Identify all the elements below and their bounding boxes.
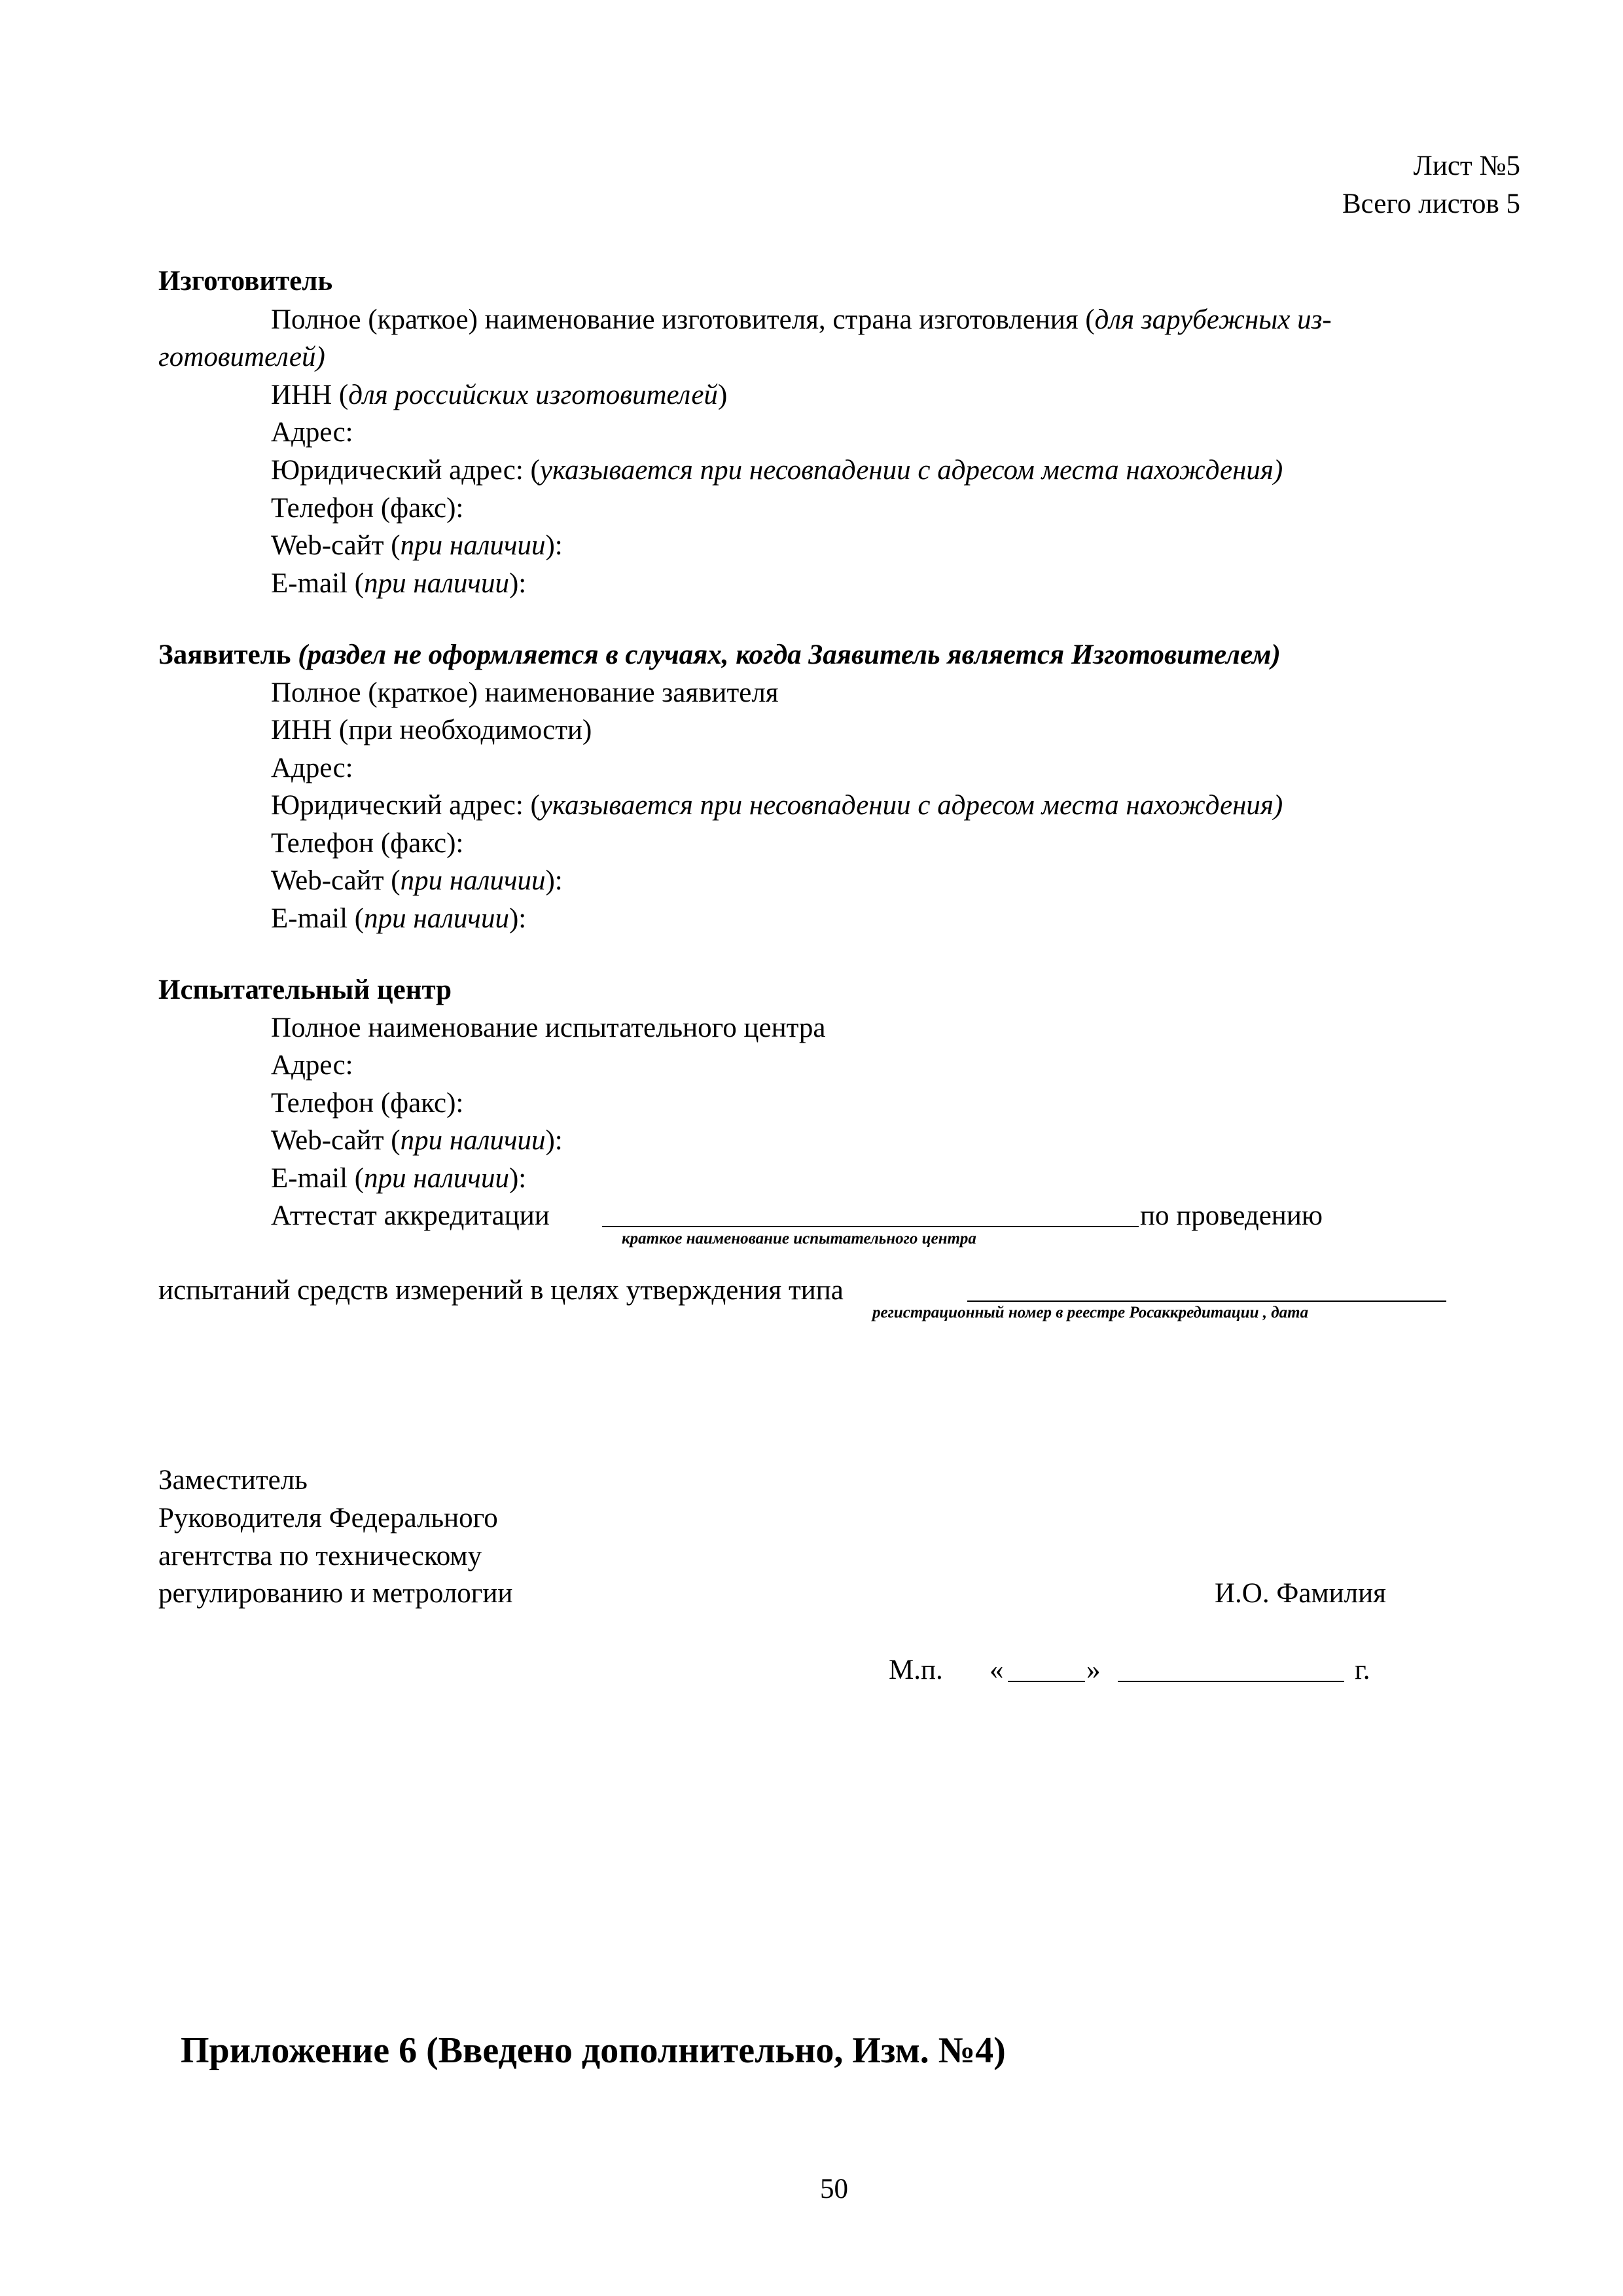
manufacturer-name-line-continued: готовителей) [158, 342, 325, 372]
applicant-website: Web-сайт (при наличии): [271, 865, 563, 896]
accreditation-suffix: по проведению [1140, 1200, 1323, 1231]
accreditation-caption: краткое наименование испытательного центра [622, 1230, 976, 1247]
signatory-name: И.О. Фамилия [1215, 1578, 1386, 1609]
manufacturer-name-line: Полное (краткое) наименование изготовителя, страна изготовления (для зарубежных из- [271, 304, 1332, 335]
signature-position-line3: агентства по техническому [158, 1541, 482, 1571]
signature-position-line4: регулированию и метрологии [158, 1578, 513, 1609]
applicant-name: Полное (краткое) наименование заявителя [271, 677, 779, 708]
manufacturer-heading: Изготовитель [158, 266, 333, 296]
sheet-total: Всего листов 5 [1342, 188, 1520, 219]
page-number: 50 [820, 2174, 848, 2204]
stamp-place: М.п. [889, 1655, 943, 1685]
manufacturer-website: Web-сайт (при наличии): [271, 530, 563, 561]
date-year-suffix: г. [1355, 1655, 1370, 1685]
applicant-heading: Заявитель (раздел не оформляется в случаях, когда Заявитель является Изготовителем) [158, 639, 1281, 670]
applicant-phone: Телефон (факс): [271, 828, 464, 859]
manufacturer-email: E-mail (при наличии): [271, 568, 527, 599]
test-center-website: Web-сайт (при наличии): [271, 1125, 563, 1156]
date-quote-close: » [1086, 1655, 1101, 1685]
registry-caption: регистрационный номер в реестре Росаккредитации , дата [872, 1304, 1309, 1321]
accreditation-blank-line [602, 1226, 1139, 1227]
applicant-inn: ИНН (при необходимости) [271, 715, 592, 745]
sheet-number: Лист №5 [1413, 151, 1520, 181]
date-month-blank [1118, 1681, 1344, 1682]
applicant-address: Адрес: [271, 753, 353, 783]
test-center-name: Полное наименование испытательного центра [271, 1013, 826, 1043]
applicant-legal-address: Юридический адрес: (указывается при несовпадении с адресом места нахождения) [271, 790, 1283, 821]
manufacturer-legal-address: Юридический адрес: (указывается при несовпадении с адресом места нахождения) [271, 455, 1283, 486]
accreditation-label: Аттестат аккредитации [271, 1200, 550, 1231]
date-day-blank [1008, 1681, 1085, 1682]
manufacturer-inn: ИНН (для российских изготовителей) [271, 380, 728, 410]
registry-blank-line [967, 1300, 1446, 1302]
signature-position-line2: Руководителя Федерального [158, 1503, 498, 1534]
manufacturer-phone: Телефон (факс): [271, 493, 464, 524]
appendix-title: Приложение 6 (Введено дополнительно, Изм. №4) [181, 2030, 1006, 2071]
test-center-email: E-mail (при наличии): [271, 1163, 527, 1194]
date-quote-open: « [990, 1655, 1004, 1685]
test-center-address: Адрес: [271, 1050, 353, 1081]
manufacturer-address: Адрес: [271, 417, 353, 448]
test-center-heading: Испытательный центр [158, 975, 452, 1005]
tests-line: испытаний средств измерений в целях утверждения типа [158, 1275, 844, 1306]
test-center-phone: Телефон (факс): [271, 1088, 464, 1119]
applicant-email: E-mail (при наличии): [271, 903, 527, 934]
signature-position-line1: Заместитель [158, 1465, 308, 1496]
